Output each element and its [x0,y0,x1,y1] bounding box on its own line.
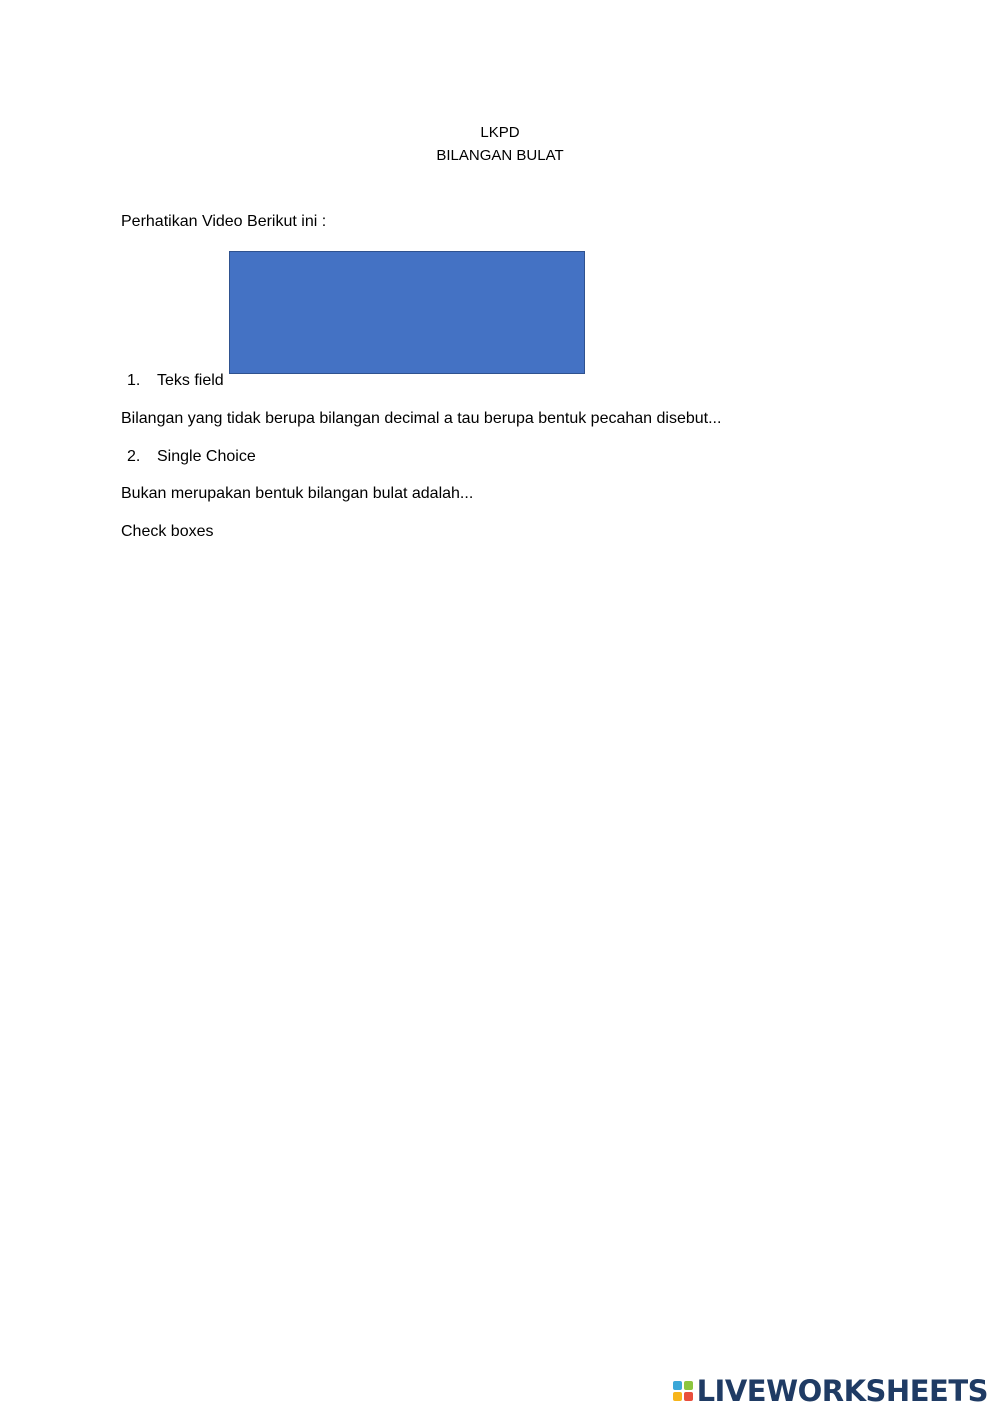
question-2-text: Bukan merupakan bentuk bilangan bulat adalah... [121,485,474,502]
list-item-1 [127,371,224,391]
page-subtitle: BILANGAN BULAT [436,147,564,164]
question-1-text: Bilangan yang tidak berupa bilangan decimal a tau berupa bentuk pecahan disebut... [121,410,722,427]
list-item-label: Single Choice [157,448,256,465]
logo-square-i [684,1381,693,1390]
logo-square-l [673,1381,682,1390]
list-item-2 [127,447,256,467]
logo-square-v [673,1392,682,1401]
logo-square-e [684,1392,693,1401]
video-placeholder[interactable] [229,251,585,374]
brand-text: LIVEWORKSHEETS [696,1374,988,1408]
brand-logo-icon [673,1381,693,1401]
list-item-number: 1. [127,372,141,389]
list-item-number: 2. [127,448,141,465]
page-title: LKPD [480,124,520,141]
intro-text: Perhatikan Video Berikut ini : [121,213,327,230]
check-boxes-label: Check boxes [121,523,214,540]
liveworksheets-logo [673,1376,988,1406]
list-item-label: Teks field [157,372,224,389]
